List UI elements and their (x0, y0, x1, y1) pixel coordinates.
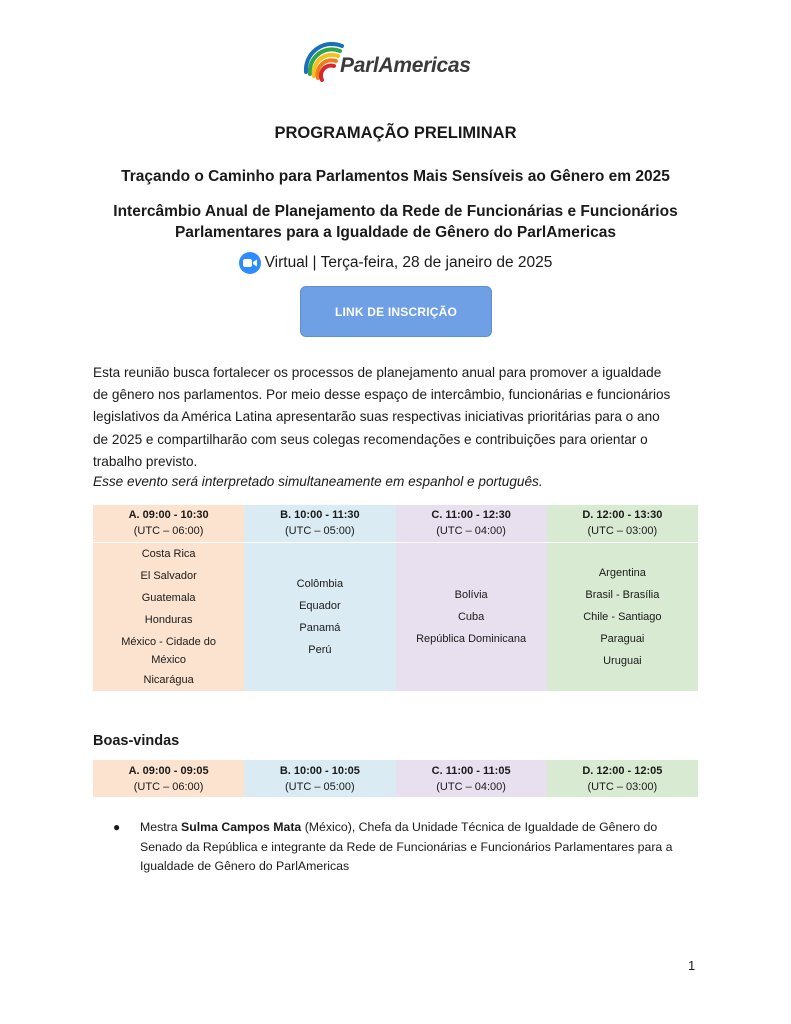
country-item: Equador (299, 599, 341, 612)
welcome-time-a (93, 760, 244, 797)
page-number: 1 (688, 958, 696, 973)
timezone-utc: (UTC – 06:00) (133, 525, 204, 538)
timezone-time: B. 10:00 - 11:30 (280, 509, 360, 522)
welcome-time-d (547, 760, 698, 797)
speaker-details: Senado da República e integrante da Rede de Funcionárias e Funcionários Parlamentares para a (140, 839, 673, 854)
page-subtitle: Traçando o Caminho para Parlamentos Mais Sensíveis ao Gênero em 2025 (121, 168, 670, 185)
intro-line: de gênero nos parlamentos. Por meio desse espaço de intercâmbio, funcionárias e funcionários (93, 387, 671, 403)
country-item: Perú (308, 643, 332, 656)
event-title-line-1: Intercâmbio Anual de Planejamento da Rede de Funcionárias e Funcionários (113, 203, 678, 220)
intro-paragraph (93, 362, 703, 473)
page-title: PROGRAMAÇÃO PRELIMINAR (274, 124, 517, 142)
welcome-time: D. 12:00 - 12:05 (582, 764, 663, 777)
speaker-description (140, 818, 703, 877)
zoom-camera-icon (239, 252, 261, 274)
event-title (0, 201, 791, 243)
welcome-utc: (UTC – 03:00) (587, 780, 658, 793)
countries-cell-b (244, 542, 395, 691)
timezone-time: C. 11:00 - 12:30 (431, 509, 511, 522)
country-item: Costa Rica (141, 547, 196, 560)
interpretation-note: Esse evento será interpretado simultaneamente em espanhol e português. (93, 474, 543, 489)
welcome-utc: (UTC – 05:00) (285, 780, 355, 793)
timezone-time: A. 09:00 - 10:30 (128, 509, 209, 522)
country-item: Honduras (144, 613, 193, 626)
speaker-name: Sulma Campos Mata (181, 820, 302, 834)
logo-wordmark: ParlAmericas (340, 54, 471, 77)
welcome-time-b (244, 760, 395, 797)
country-item: Chile - Santiago (583, 610, 662, 623)
country-item: Paraguai (600, 632, 645, 645)
welcome-utc: (UTC – 06:00) (133, 780, 204, 793)
speaker-list-item (113, 818, 703, 877)
countries-cell-a (93, 542, 244, 691)
country-item: Nicarágua (143, 673, 194, 686)
timezone-utc: (UTC – 03:00) (587, 525, 658, 538)
timezone-time: D. 12:00 - 13:30 (582, 509, 663, 522)
country-item: Guatemala (141, 591, 196, 604)
timezone-table (93, 505, 698, 691)
bullet-icon: ● (113, 820, 121, 834)
section-heading-welcome: Boas-vindas (93, 733, 180, 749)
country-item: El Salvador (140, 569, 197, 582)
event-date-text: Virtual | Terça-feira, 28 de janeiro de 2025 (264, 254, 553, 271)
welcome-utc: (UTC – 04:00) (436, 780, 506, 793)
welcome-time-table (93, 760, 698, 797)
intro-line: legislativos da América Latina apresentarão suas respectivas iniciativas prioritárias para o ano (93, 409, 660, 425)
country-item: Brasil - Brasília (585, 588, 660, 601)
countries-cell-d (547, 542, 698, 691)
intro-line: de 2025 e compartilharão com seus colegas recomendações e contribuições para orientar o (93, 431, 648, 447)
country-item: Argentina (598, 566, 646, 579)
registration-link-button[interactable]: LINK DE INSCRIÇÃO (300, 286, 492, 337)
timezone-header-b (244, 505, 395, 542)
timezone-countries-row (93, 542, 698, 691)
parlamericas-logo (302, 38, 502, 94)
country-item: México (151, 653, 187, 666)
country-item: Colômbia (296, 577, 344, 590)
country-item: Cuba (457, 610, 485, 623)
event-title-line-2: Parlamentares para a Igualdade de Gênero do ParlAmericas (174, 224, 617, 241)
timezone-utc: (UTC – 05:00) (285, 525, 355, 538)
welcome-time: B. 10:00 - 10:05 (279, 764, 360, 777)
timezone-header-d (547, 505, 698, 542)
timezone-header-c (396, 505, 547, 542)
country-item: Uruguai (603, 654, 642, 667)
speaker-details: (México), Chefa da Unidade Técnica de Igualdade de Gênero do (301, 820, 658, 834)
country-item: Bolívia (454, 588, 488, 601)
countries-cell-c (396, 542, 547, 691)
welcome-time: A. 09:00 - 09:05 (128, 764, 209, 777)
timezone-header-a (93, 505, 244, 542)
welcome-time-c (396, 760, 547, 797)
country-item: México - Cidade do (121, 635, 217, 648)
timezone-utc: (UTC – 04:00) (436, 525, 506, 538)
speaker-prefix: Mestra (140, 820, 181, 834)
welcome-time-row (93, 760, 698, 797)
speaker-details: Igualdade de Gênero do ParlAmericas (140, 859, 350, 873)
intro-line: trabalho previsto. (93, 453, 198, 469)
welcome-time: C. 11:00 - 11:05 (431, 764, 511, 777)
event-date-line (0, 252, 791, 274)
country-item: Panamá (299, 621, 341, 634)
intro-line: Esta reunião busca fortalecer os processos de planejamento anual para promover a igualdade (93, 365, 662, 380)
timezone-header-row (93, 505, 698, 542)
country-item: República Dominicana (416, 632, 527, 645)
